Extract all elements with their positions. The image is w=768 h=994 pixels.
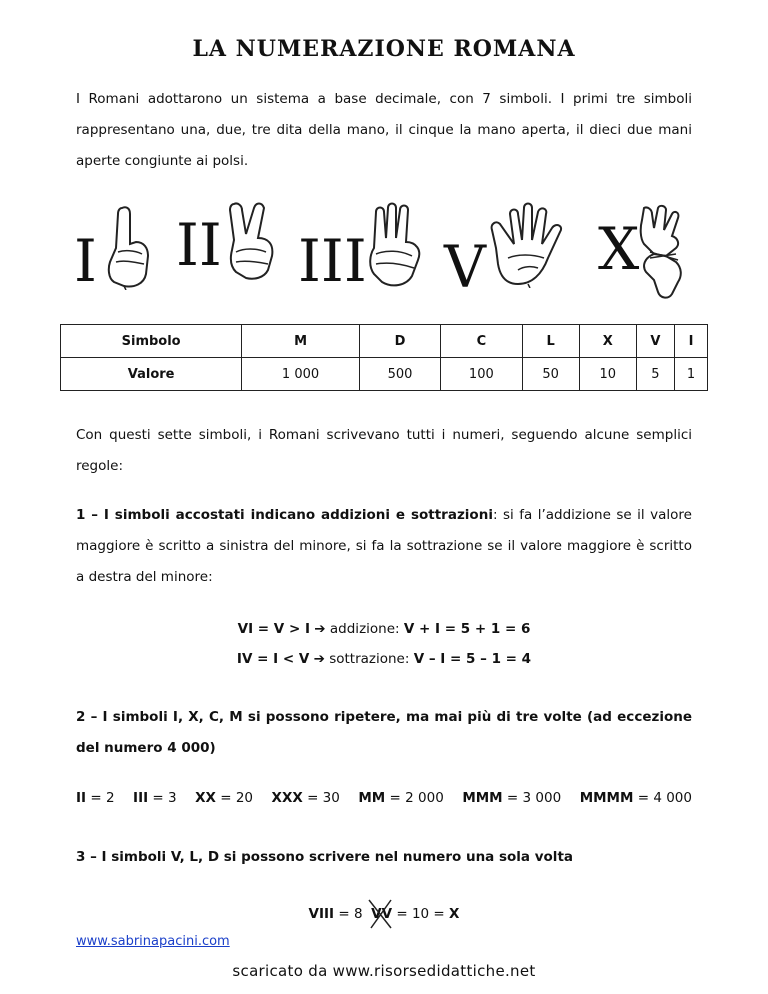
value-cell: 5 — [636, 358, 674, 391]
arrow-right-icon: ➔ — [313, 651, 325, 667]
numeral-i: I — [74, 227, 97, 295]
rule-2-paragraph: 2 – I simboli I, X, C, M si possono ripetere, ma mai più di tre volte (ad eccezione del numero 4 000) — [76, 709, 692, 756]
symbol-cell: M — [242, 325, 360, 358]
example-addition-label: addizione: — [325, 621, 404, 637]
strike-cross-icon — [367, 898, 395, 930]
example-vv-value: = 10 = — [392, 906, 450, 922]
repeat-example: MM = 2 000 — [358, 790, 444, 806]
numeral-x: X — [598, 215, 640, 283]
source-link[interactable]: www.sabrinapacini.com — [76, 934, 230, 949]
repeat-example: MMMM = 4 000 — [579, 790, 692, 806]
one-finger-hand-icon — [104, 204, 152, 290]
symbol-cell: D — [359, 325, 440, 358]
example-subtraction-label: sottrazione: — [324, 651, 414, 667]
table-row-values — [61, 358, 708, 391]
value-cell: 1 000 — [242, 358, 360, 391]
value-cell: 100 — [441, 358, 522, 391]
repeat-example: XX = 20 — [195, 790, 254, 806]
symbol-cell: X — [579, 325, 636, 358]
roman-values-table — [60, 324, 708, 391]
numeral-v: V — [444, 233, 486, 301]
rule-1-heading: 1 – I simboli accostati indicano addizioni e sottrazioni — [76, 507, 493, 523]
symbol-cell: C — [441, 325, 522, 358]
rule-1-text: : si fa l’addizione se il valore maggiore è scritto a sinistra del minore, si fa la sottrazione se il valore maggiore è scritto a destra del minore: — [76, 507, 692, 585]
value-cell: 10 — [579, 358, 636, 391]
footer-text: scaricato da www.risorsedidattiche.net — [232, 962, 536, 980]
example-subtraction-rhs: V – I = 5 – 1 = 4 — [413, 651, 532, 667]
arrow-right-icon: ➔ — [314, 621, 326, 637]
repeat-example: III = 3 — [133, 790, 177, 806]
repeat-example: MMM = 3 000 — [462, 790, 562, 806]
intro-paragraph: I Romani adottarono un sistema a base decimale, con 7 simboli. I primi tre simboli rappresentano una, due, tre dita della mano, il cinque la mano aperta, il dieci due mani aperte congiunte ai polsi. — [76, 91, 692, 169]
rule-1-paragraph — [76, 500, 692, 593]
repetition-examples — [76, 790, 692, 806]
repeat-example: XXX = 30 — [271, 790, 340, 806]
example-x: X — [449, 906, 460, 922]
symbol-cell: L — [522, 325, 579, 358]
hands-illustration — [76, 198, 692, 318]
struck-vv — [371, 906, 392, 922]
numeral-iii: III — [298, 227, 367, 295]
two-finger-hand-icon — [224, 200, 282, 282]
repeat-example: II = 2 — [76, 790, 115, 806]
value-cell: 500 — [359, 358, 440, 391]
example-single-use — [0, 906, 768, 922]
example-subtraction-lhs: IV = I < V — [236, 651, 310, 667]
three-finger-hand-icon — [366, 202, 426, 288]
example-addition-rhs: V + I = 5 + 1 = 6 — [403, 621, 531, 637]
table-row-symbols — [61, 325, 708, 358]
example-addition-lhs: VI = V > I — [237, 621, 310, 637]
example-viii-value: = 8 — [334, 906, 363, 922]
symbol-cell: V — [636, 325, 674, 358]
table-header-cell: Simbolo — [61, 325, 242, 358]
value-cell: 1 — [674, 358, 707, 391]
example-subtraction — [0, 651, 768, 667]
rule-3-heading: 3 – I simboli V, L, D si possono scrivere nel numero una sola volta — [76, 849, 574, 865]
page-title: LA NUMERAZIONE ROMANA — [192, 36, 576, 62]
example-vv: VV — [371, 906, 393, 922]
open-hand-icon — [488, 200, 580, 288]
example-addition — [0, 621, 768, 637]
numeral-ii: II — [176, 211, 222, 279]
crossed-hands-icon — [636, 204, 694, 300]
rules-intro-paragraph: Con questi sette simboli, i Romani scrivevano tutti i numeri, seguendo alcune semplici regole: — [76, 427, 692, 474]
table-header-cell: Valore — [61, 358, 242, 391]
example-viii: VIII — [308, 906, 335, 922]
symbol-cell: I — [674, 325, 707, 358]
value-cell: 50 — [522, 358, 579, 391]
